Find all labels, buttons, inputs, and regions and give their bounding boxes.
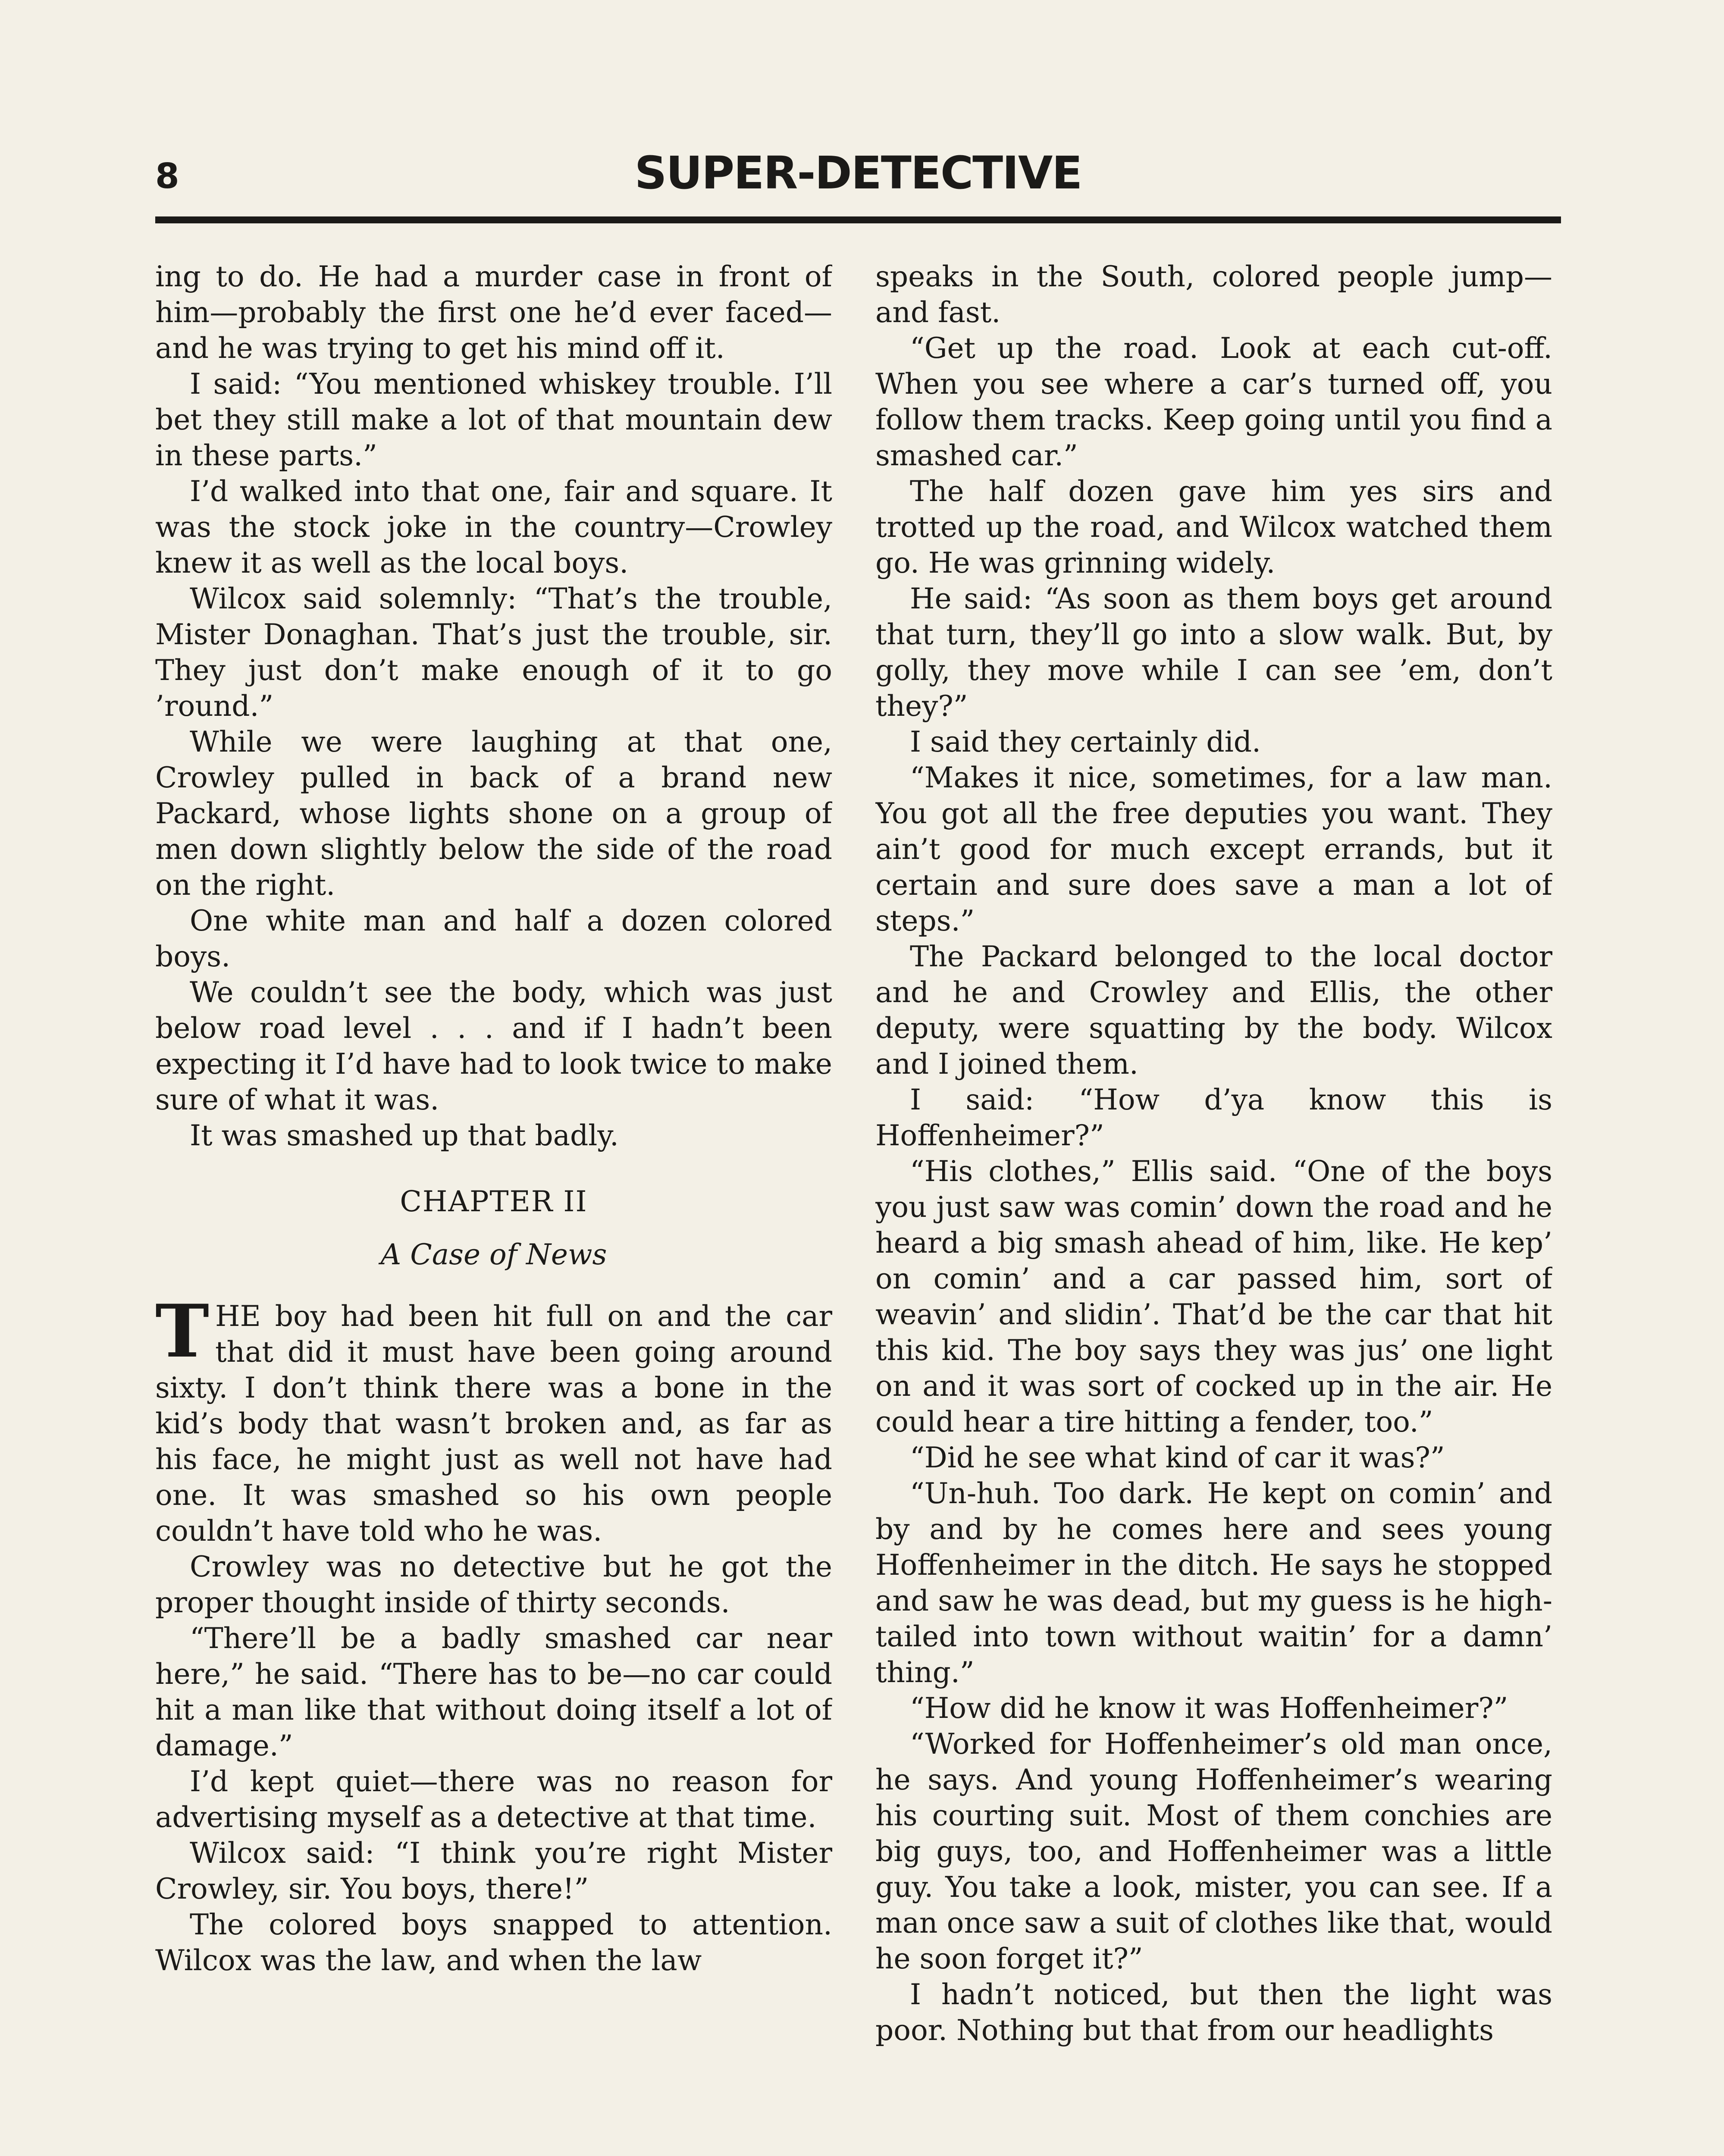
left-column <box>155 259 832 2156</box>
paragraph: The colored boys snapped to attention. Wilcox was the law, and when the law <box>155 1908 832 1977</box>
page-header <box>155 147 1561 224</box>
paragraph: I said: “How d’ya know this is Hoffenheimer?” <box>875 1083 1552 1152</box>
running-head: SUPER-DETECTIVE <box>634 147 1082 199</box>
opening-paragraph <box>155 1288 832 1549</box>
paragraph: It was smashed up that badly. <box>190 1119 619 1152</box>
paragraph: Crowley was no detective but he got the proper thought inside of thirty seconds. <box>155 1550 832 1619</box>
paragraph: speaks in the South, colored people jump—and fast. <box>875 260 1552 329</box>
opening-paragraph-text: HE boy had been hit full on and the car that did it must have been going around sixty. I don’t think there was a bone in the kid’s body that wasn’t broken and, as far as his face, he might just as well not have had one. It was smashed so his own people couldn’t have told who he was. <box>155 1300 832 1548</box>
drop-cap: T <box>155 1288 210 1374</box>
paragraph: He said: “As soon as them boys get around that turn, they’ll go into a slow walk. But, by golly, they move while I can see ’em, don’t they?” <box>875 582 1552 723</box>
paragraph: While we were laughing at that one, Crowley pulled in back of a brand new Packard, whose lights shone on a group of men down slightly below the side of the road on the right. <box>155 725 832 902</box>
paragraph: “His clothes,” Ellis said. “One of the boys you just saw was comin’ down the road and he heard a big smash ahead of him, like. He kep’ on comin’ and a car passed him, sort of weavin’ and slidin’. That’d be the car that hit this kid. The boy says they was jus’ one light on and it was sort of cocked up in the air. He could hear a tire hitting a fender, too.” <box>875 1155 1552 1438</box>
paragraph: I said: “You mentioned whiskey trouble. I’ll bet they still make a lot of that mountain dew in these parts.” <box>155 367 832 472</box>
paragraph: The Packard belonged to the local doctor and he and Crowley and Ellis, the other deputy, were squatting by the body. Wilcox and I joined them. <box>875 940 1552 1081</box>
page-number: 8 <box>155 156 179 196</box>
paragraph: ing to do. He had a murder case in front of him—probably the first one he’d ever faced—and he was trying to get his mind off it. <box>155 260 832 365</box>
chapter-title: CHAPTER II <box>400 1185 588 1218</box>
paragraph: Wilcox said: “I think you’re right Mister Crowley, sir. You boys, there!” <box>155 1836 832 1905</box>
paragraph: I hadn’t noticed, but then the light was poor. Nothing but that from our headlights <box>875 1978 1552 2047</box>
right-column <box>875 259 1552 2156</box>
paragraph: “Makes it nice, sometimes, for a law man. You got all the free deputies you want. They ain’t good for much except errands, but it certain and sure does save a man a lot of steps.” <box>875 761 1552 937</box>
paragraph: One white man and half a dozen colored boys. <box>155 904 832 973</box>
paragraph: “There’ll be a badly smashed car near here,” he said. “There has to be—no car could hit a man like that without doing itself a lot of damage.” <box>155 1622 832 1762</box>
paragraph: “How did he know it was Hoffenheimer?” <box>910 1692 1508 1725</box>
paragraph: We couldn’t see the body, which was just below road level . . . and if I hadn’t been expecting it I’d have had to look twice to make sure of what it was. <box>155 976 832 1116</box>
paragraph: The half dozen gave him yes sirs and trotted up the road, and Wilcox watched them go. He was grinning widely. <box>875 475 1552 580</box>
paragraph: I said they certainly did. <box>910 725 1261 758</box>
paragraph: Wilcox said solemnly: “That’s the trouble, Mister Donaghan. That’s just the trouble, sir. They just don’t make enough of it to go ’round.” <box>155 582 832 723</box>
paragraph: “Did he see what kind of car it was?” <box>910 1441 1445 1474</box>
paragraph: “Un-huh. Too dark. He kept on comin’ and by and by he comes here and sees young Hoffenheimer in the ditch. He says he stopped and saw he was dead, but my guess is he high-tailed into town without waitin’ for a damn’ thing.” <box>875 1477 1552 1689</box>
paragraph: I’d walked into that one, fair and square. It was the stock joke in the country—Crowley knew it as well as the local boys. <box>155 475 832 580</box>
header-rule <box>155 216 1561 223</box>
paragraph: “Get up the road. Look at each cut-off. When you see where a car’s turned off, you follow them tracks. Keep going until you find a smashed car.” <box>875 332 1552 472</box>
paragraph: “Worked for Hoffenheimer’s old man once, he says. And young Hoffenheimer’s wearing his courting suit. Most of them conchies are big guys, too, and Hoffenheimer was a little guy. You take a look, mister, you can see. If a man once saw a suit of clothes like that, would he soon forget it?” <box>875 1727 1552 1975</box>
chapter-subtitle: A Case of News <box>380 1238 607 1271</box>
paragraph: I’d kept quiet—there was no reason for advertising myself as a detective at that time. <box>155 1765 832 1834</box>
